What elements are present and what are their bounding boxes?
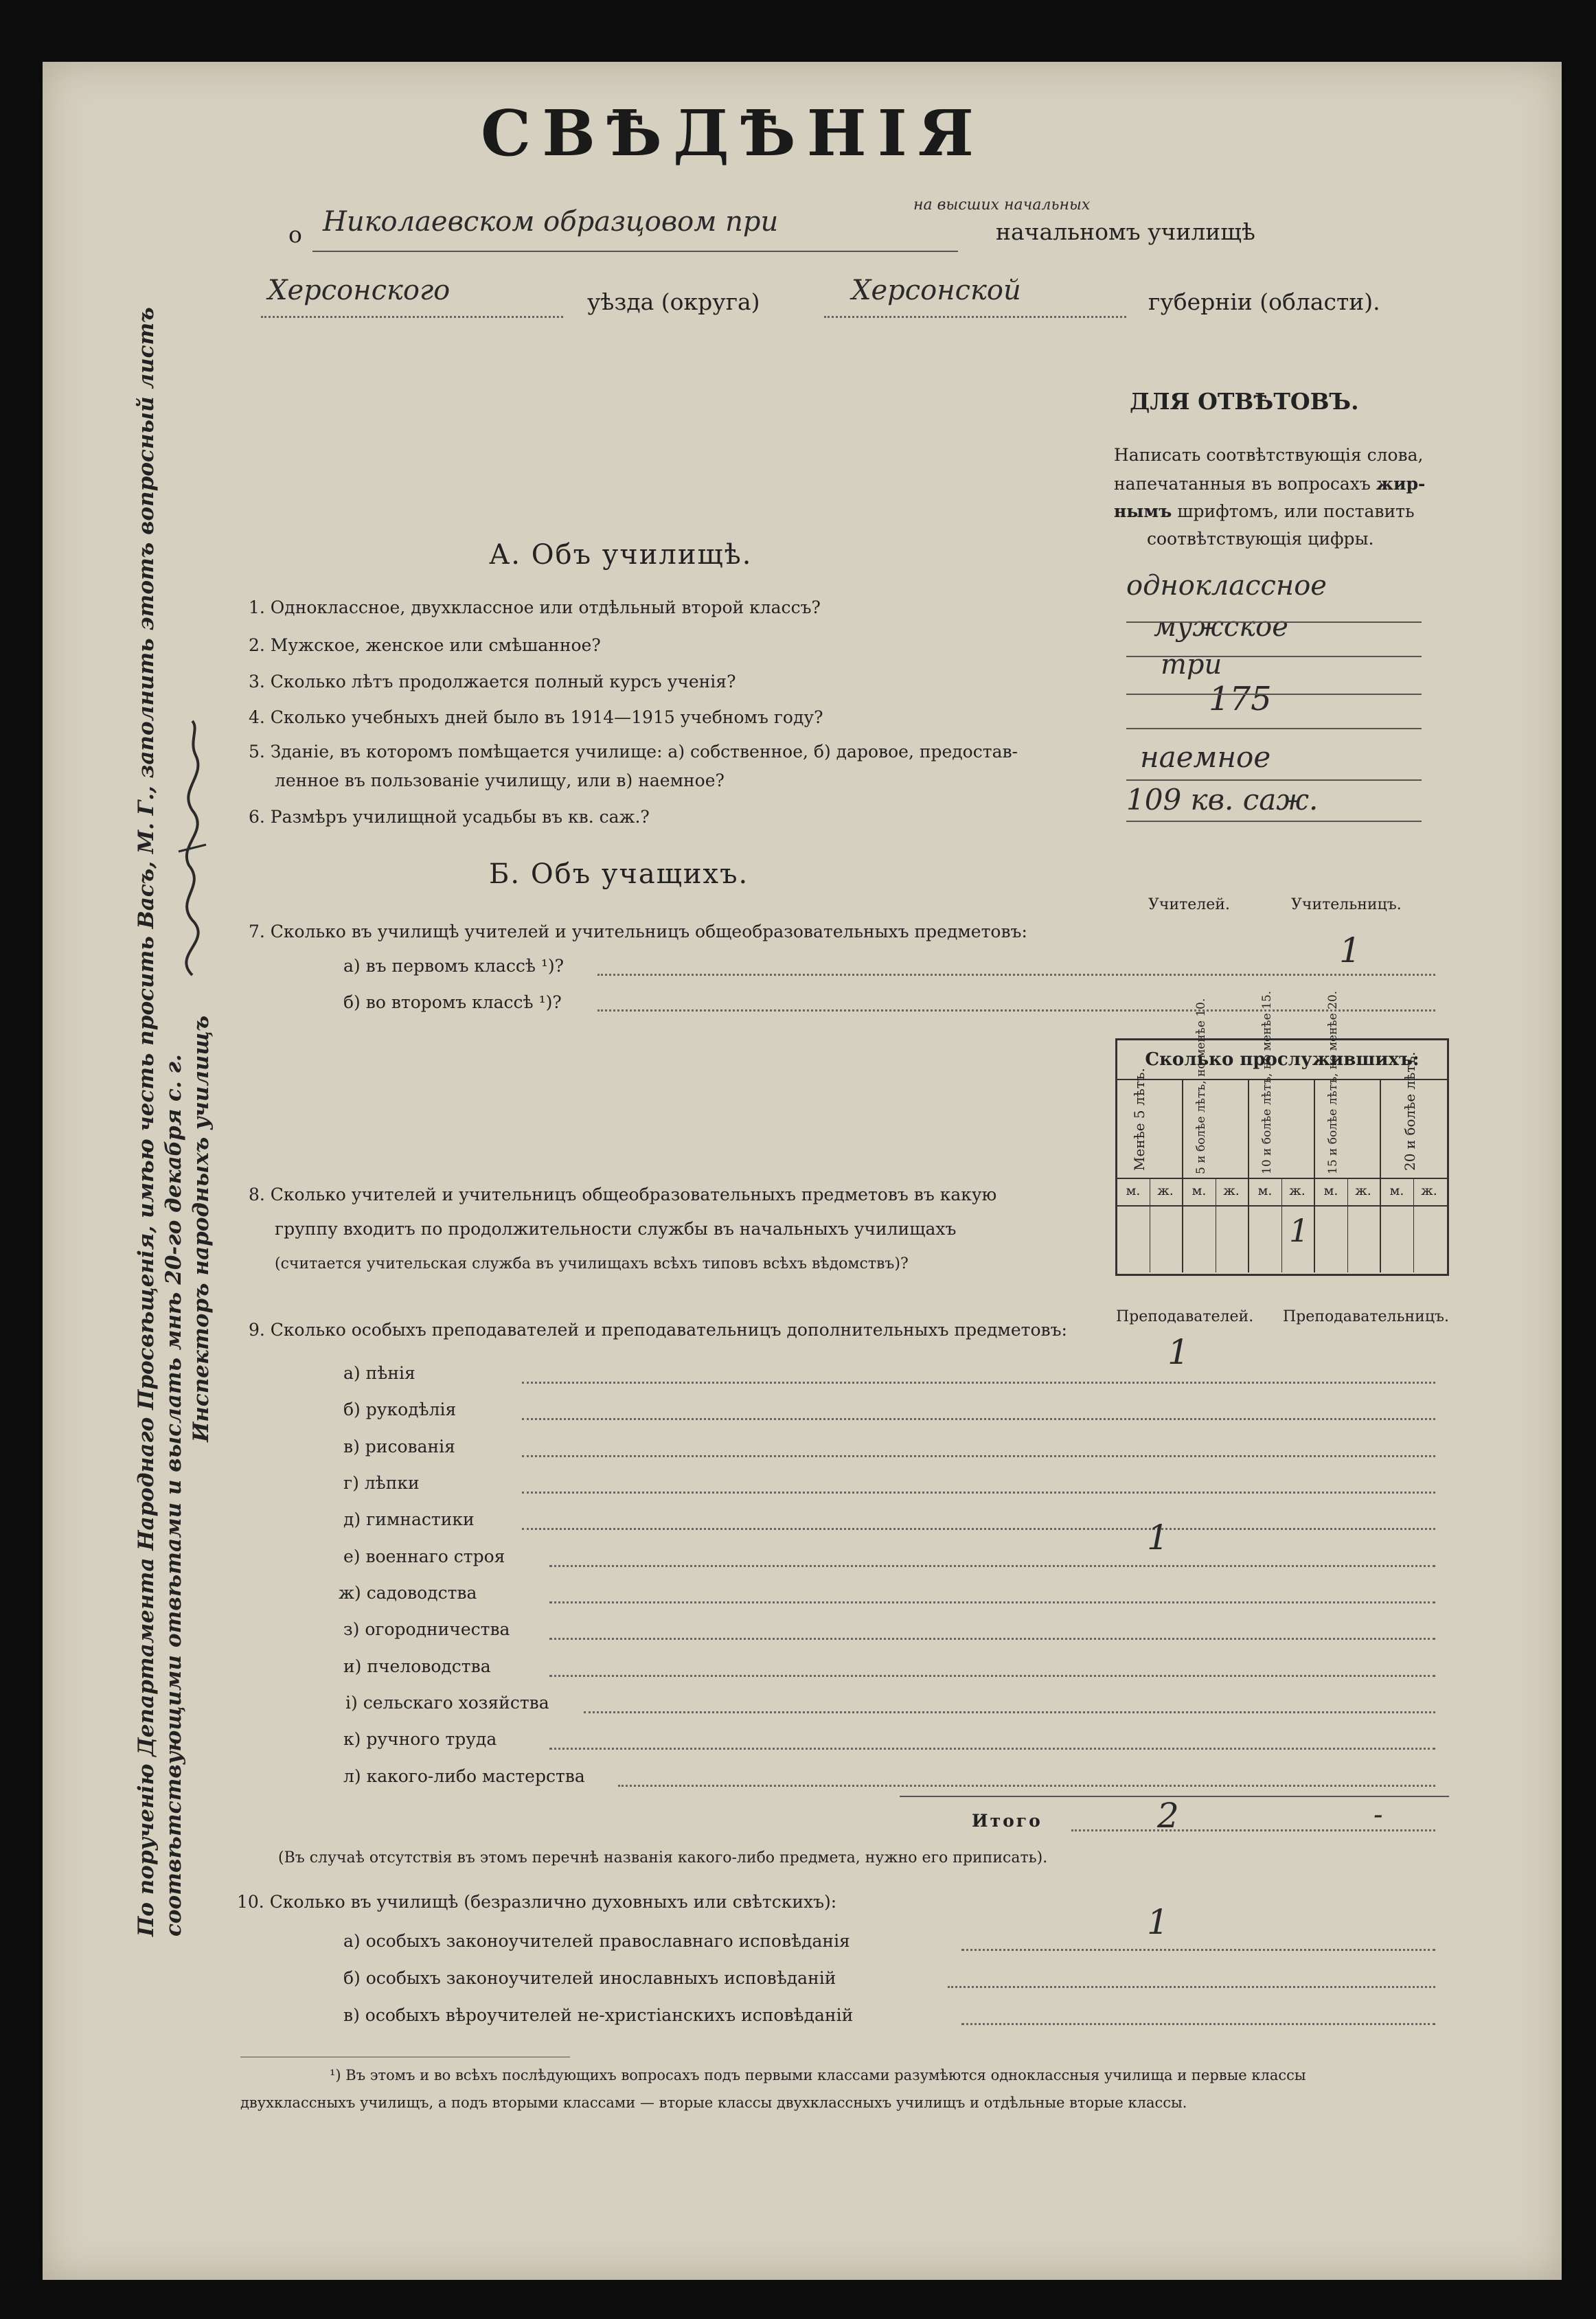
school-name-underline [312, 251, 958, 252]
q9-dots [522, 1528, 1435, 1530]
section-a-title: А. Объ училищѣ. [489, 539, 753, 571]
q9-item: а) пѣнія [343, 1363, 415, 1383]
margin-note-line3: Инспекторъ народныхъ училищъ [189, 1015, 214, 1442]
q7: 7. Сколько въ училищѣ учителей и учительницъ общеобразовательныхъ предметовъ: [249, 922, 1027, 941]
q8-line2: группу входитъ по продолжительности службы въ начальныхъ училищахъ [275, 1219, 957, 1239]
q8-line1: 8. Сколько учителей и учительницъ общеобразовательныхъ предметовъ въ какую [249, 1185, 997, 1204]
grid-f-label: ж. [1421, 1183, 1437, 1198]
grid-row-divider [1117, 1178, 1447, 1179]
answer-4: 175 [1209, 680, 1272, 718]
school-superscript-handwritten: на высших начальных [913, 196, 1091, 214]
col-instr-m: Преподавателей. [1116, 1308, 1254, 1325]
q10: 10. Сколько въ училищѣ (безразлично духовныхъ или свѣтскихъ): [237, 1892, 837, 1912]
grid-m-label: м. [1323, 1183, 1338, 1198]
q8-line3: (считается учительская служба въ училищахъ всѣхъ типовъ всѣхъ вѣдомствъ)? [275, 1255, 909, 1272]
answer-4-line [1126, 728, 1422, 729]
uezd-dots [261, 316, 563, 318]
grid-m-label: м. [1126, 1183, 1141, 1198]
q9-dots [549, 1565, 1435, 1567]
grid-f-label: ж. [1157, 1183, 1174, 1198]
margin-note-line1: По порученію Департамента Народнаго Просвѣщенія, имѣю честь просить Васъ, М. Г., заполнить этотъ вопросный листъ [134, 307, 159, 1937]
footnote-line2: двухклассныхъ училищъ, а подъ вторыми классами — вторые классы двухклассныхъ училищъ и отдѣльные вторые классы. [240, 2094, 1187, 2111]
grid-row-divider [1117, 1205, 1447, 1207]
total-label: Итого [972, 1811, 1042, 1831]
grid-group-label: Менѣе 5 лѣтъ. [1131, 1068, 1148, 1171]
q10-item: а) особыхъ законоучителей православнаго исповѣданія [343, 1931, 850, 1951]
answers-line1: Написать соотвѣтствующія слова, [1114, 445, 1424, 465]
q9-dots [522, 1382, 1435, 1384]
margin-note-line2: соотвѣтствующими отвѣтами и выслать мнѣ 20-го декабря с. г. [161, 1054, 186, 1937]
q10-item: в) особыхъ вѣроучителей не-христіанскихъ исповѣданій [343, 2005, 854, 2025]
grid-m-label: м. [1192, 1183, 1207, 1198]
q2: 2. Мужское, женское или смѣшанное? [249, 635, 601, 655]
q9-dots [522, 1492, 1435, 1494]
q9-dots [549, 1638, 1435, 1640]
grid-col-divider [1314, 1079, 1315, 1272]
q9-military-answer: 1 [1147, 1518, 1169, 1557]
q9-item: д) гимнастики [343, 1509, 475, 1529]
answers-line4: соотвѣтствующія цифры. [1147, 529, 1374, 549]
printed-school-label: начальномъ училищѣ [996, 218, 1255, 245]
gub-label: губерніи (области). [1148, 288, 1380, 315]
answer-3-line [1126, 694, 1422, 695]
q9-dots [549, 1748, 1435, 1750]
grid-f-label: ж. [1289, 1183, 1306, 1198]
grid-sub-divider [1347, 1178, 1348, 1272]
answer-6-line [1126, 821, 1422, 822]
answer-5-line [1126, 779, 1422, 781]
grid-col-divider [1380, 1079, 1381, 1272]
grid-value-10-15-f: 1 [1289, 1212, 1310, 1249]
uezd-label: уѣзда (округа) [587, 288, 760, 315]
section-b-title: Б. Объ учащихъ. [489, 858, 749, 890]
q10-dots [948, 1986, 1435, 1988]
col-teachers-f: Учительницъ. [1291, 896, 1402, 913]
grid-group-label: 20 и болѣе лѣтъ. [1402, 1051, 1418, 1171]
q9-item: в) рисованія [343, 1437, 455, 1456]
q10-dots [961, 2023, 1435, 2025]
q7a-dots [597, 974, 1435, 976]
footnote-line1: ¹) Въ этомъ и во всѣхъ послѣдующихъ вопросахъ подъ первыми классами разумѣются одноклассныя училища и первые классы [330, 2067, 1306, 2083]
q10-item: б) особыхъ законоучителей инославныхъ исповѣданій [343, 1968, 836, 1988]
total-dots [1071, 1829, 1435, 1831]
q5-line2: ленное въ пользованіе училищу, или в) наемное? [275, 770, 725, 790]
q1: 1. Одноклассное, двухклассное или отдѣльный второй классъ? [249, 597, 821, 617]
service-grid-caption: Сколько прослужившихъ: [1117, 1040, 1447, 1080]
q9-item: л) какого-либо мастерства [343, 1766, 585, 1786]
answers-line2: напечатанныя въ вопросахъ жир- [1114, 474, 1426, 494]
q9-item: ж) садоводства [339, 1583, 477, 1603]
grid-col-divider [1248, 1079, 1249, 1272]
q9-dots [522, 1418, 1435, 1420]
q9-item: и) пчеловодства [343, 1656, 491, 1676]
missing-subject-note: (Въ случаѣ отсутствія въ этомъ перечнѣ названія какого-либо предмета, нужно его приписать). [278, 1849, 1048, 1866]
q5-line1: 5. Зданіе, въ которомъ помѣщается училище: а) собственное, б) даровое, предостав- [249, 742, 1018, 762]
q7a: а) въ первомъ классѣ ¹)? [343, 956, 565, 976]
grid-f-label: ж. [1355, 1183, 1371, 1198]
header-prefix: о [288, 221, 302, 248]
school-name-handwritten: Николаевском образцовом при [323, 206, 779, 238]
q9: 9. Сколько особыхъ преподавателей и преподавательницъ дополнительныхъ предметовъ: [249, 1320, 1067, 1340]
answer-2-line [1126, 656, 1422, 657]
q7a-answer-f: 1 [1339, 930, 1361, 970]
q7b: б) во второмъ классѣ ¹)? [343, 992, 562, 1012]
grid-group-label: 10 и болѣе лѣтъ, но менѣе 15. [1260, 990, 1274, 1174]
q9-dots [549, 1601, 1435, 1603]
q9-item: к) ручного труда [343, 1729, 497, 1749]
q9-singing-answer: 1 [1167, 1332, 1189, 1372]
answer-3: три [1161, 649, 1222, 681]
q9-item: б) рукодѣлія [343, 1400, 457, 1419]
total-f: - [1373, 1799, 1383, 1831]
answer-6: 109 кв. саж. [1126, 783, 1319, 816]
answer-1: одноклассное [1126, 570, 1327, 602]
grid-sub-divider [1413, 1178, 1414, 1272]
q9-dots [549, 1675, 1435, 1677]
inspector-signature [165, 714, 220, 982]
q9-dots [522, 1455, 1435, 1457]
q3: 3. Сколько лѣтъ продолжается полный курсъ ученія? [249, 672, 736, 692]
grid-m-label: м. [1257, 1183, 1273, 1198]
col-teachers-m: Учителей. [1148, 896, 1230, 913]
gub-handwritten: Херсонской [852, 275, 1021, 306]
service-grid [1115, 990, 1449, 1276]
q9-dots [584, 1711, 1435, 1713]
grid-group-label: 5 и болѣе лѣтъ, но менѣе 10. [1194, 998, 1208, 1174]
q9-item: е) военнаго строя [343, 1546, 505, 1566]
q9-dots [618, 1785, 1435, 1787]
q9-item: і) сельскаго хозяйства [345, 1693, 549, 1713]
grid-col-divider [1182, 1079, 1183, 1272]
page-title: СВѢДѢНІЯ [481, 96, 985, 170]
total-m: 2 [1157, 1796, 1179, 1836]
grid-m-label: м. [1389, 1183, 1404, 1198]
gub-dots [824, 316, 1126, 318]
answer-2: мужское [1154, 611, 1288, 643]
answer-5: наемное [1140, 740, 1271, 774]
q9-item: г) лѣпки [343, 1473, 420, 1493]
grid-group-label: 15 и болѣе лѣтъ, но менѣе 20. [1326, 990, 1340, 1174]
grid-f-label: ж. [1223, 1183, 1240, 1198]
col-instr-f: Преподавательницъ. [1283, 1308, 1449, 1325]
q10a-answer: 1 [1147, 1902, 1169, 1942]
q6: 6. Размѣръ училищной усадьбы въ кв. саж.? [249, 807, 650, 827]
q4: 4. Сколько учебныхъ дней было въ 1914—1915 учебномъ году? [249, 707, 823, 727]
q10-dots [961, 1949, 1435, 1951]
q7b-dots [597, 1009, 1435, 1012]
grid-sub-divider [1281, 1178, 1282, 1272]
uezd-handwritten: Херсонского [268, 275, 451, 306]
answers-line3: нымъ шрифтомъ, или поставить [1114, 501, 1415, 521]
answers-title: ДЛЯ ОТВѢТОВЪ. [1130, 388, 1359, 415]
q9-item: з) огородничества [343, 1619, 510, 1639]
answer-1-line [1126, 621, 1422, 623]
